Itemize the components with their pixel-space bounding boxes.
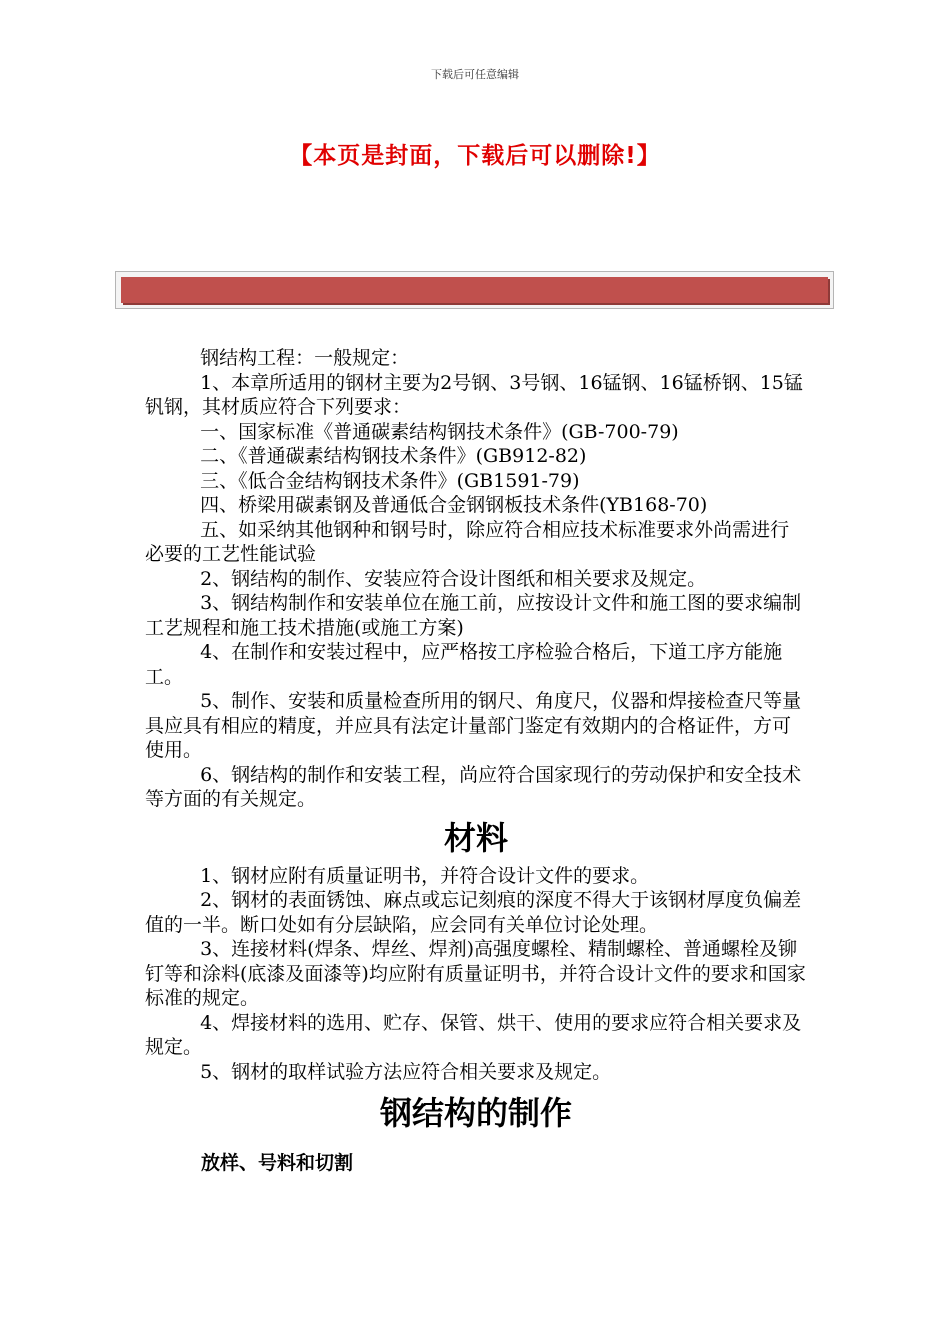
page-header: 下载后可任意编辑 [431, 68, 519, 81]
cover-notice: 【本页是封面，下载后可以删除!】 [289, 143, 661, 169]
paragraph: 4、在制作和安装过程中，应严格按工序检验合格后，下道工序方能施工。 [145, 641, 783, 688]
paragraph: 5、制作、安装和质量检查所用的钢尺、角度尺，仪器和焊接检查尺等量具应具有相应的精度，并应具有法定计量部门鉴定有效期内的合格证件，方可使用。 [145, 690, 802, 761]
paragraph: 三、《低合金结构钢技术条件》(GB1591-79) [200, 469, 580, 492]
section-heading-materials: 材料 [443, 818, 508, 857]
paragraph: 五、如采纳其他钢种和钢号时，除应符合相应技术标准要求外尚需进行必要的工艺性能试验 [145, 518, 790, 565]
paragraph: 1、本章所适用的钢材主要为2号钢、3号钢、16锰钢、16锰桥钢、15锰钒钢，其材质应符合下列要求： [145, 371, 803, 418]
paragraph: 2、钢材的表面锈蚀、麻点或忘记刻痕的深度不得大于该钢材厚度负偏差值的一半。断口处如有分层缺陷，应会同有关单位讨论处理。 [145, 889, 802, 936]
paragraph: 一、国家标准《普通碳素结构钢技术条件》(GB-700-79) [200, 420, 679, 443]
paragraph: 二、《普通碳素结构钢技术条件》(GB912-82) [200, 445, 587, 467]
paragraph: 四、桥梁用碳素钢及普通低合金钢钢板技术条件(YB168-70) [200, 494, 708, 516]
paragraph: 6、钢结构的制作和安装工程，尚应符合国家现行的劳动保护和安全技术等方面的有关规定。 [145, 763, 802, 810]
paragraph: 3、连接材料(焊条、焊丝、焊剂)高强度螺栓、精制螺栓、普通螺栓及铆钉等和涂料(底漆及面漆等)均应附有质量证明书，并符合设计文件的要求和国家标准的规定。 [145, 938, 806, 1009]
section-heading-fabrication: 钢结构的制作 [379, 1094, 572, 1132]
decorative-banner [115, 271, 834, 309]
paragraph: 2、钢结构的制作、安装应符合设计图纸和相关要求及规定。 [200, 567, 707, 590]
paragraph: 1、钢材应附有质量证明书，并符合设计文件的要求。 [200, 864, 650, 887]
paragraph: 5、钢材的取样试验方法应符合相关要求及规定。 [200, 1060, 612, 1083]
paragraph: 4、焊接材料的选用、贮存、保管、烘干、使用的要求应符合相关要求及规定。 [145, 1011, 802, 1058]
paragraph: 3、钢结构制作和安装单位在施工前，应按设计文件和施工图的要求编制工艺规程和施工技术措施(或施工方案) [145, 592, 802, 639]
banner-fill [121, 277, 828, 303]
paragraph: 钢结构工程：一般规定： [200, 347, 410, 369]
subheading-layout: 放样、号料和切割 [201, 1152, 354, 1174]
document-body [145, 346, 807, 1176]
